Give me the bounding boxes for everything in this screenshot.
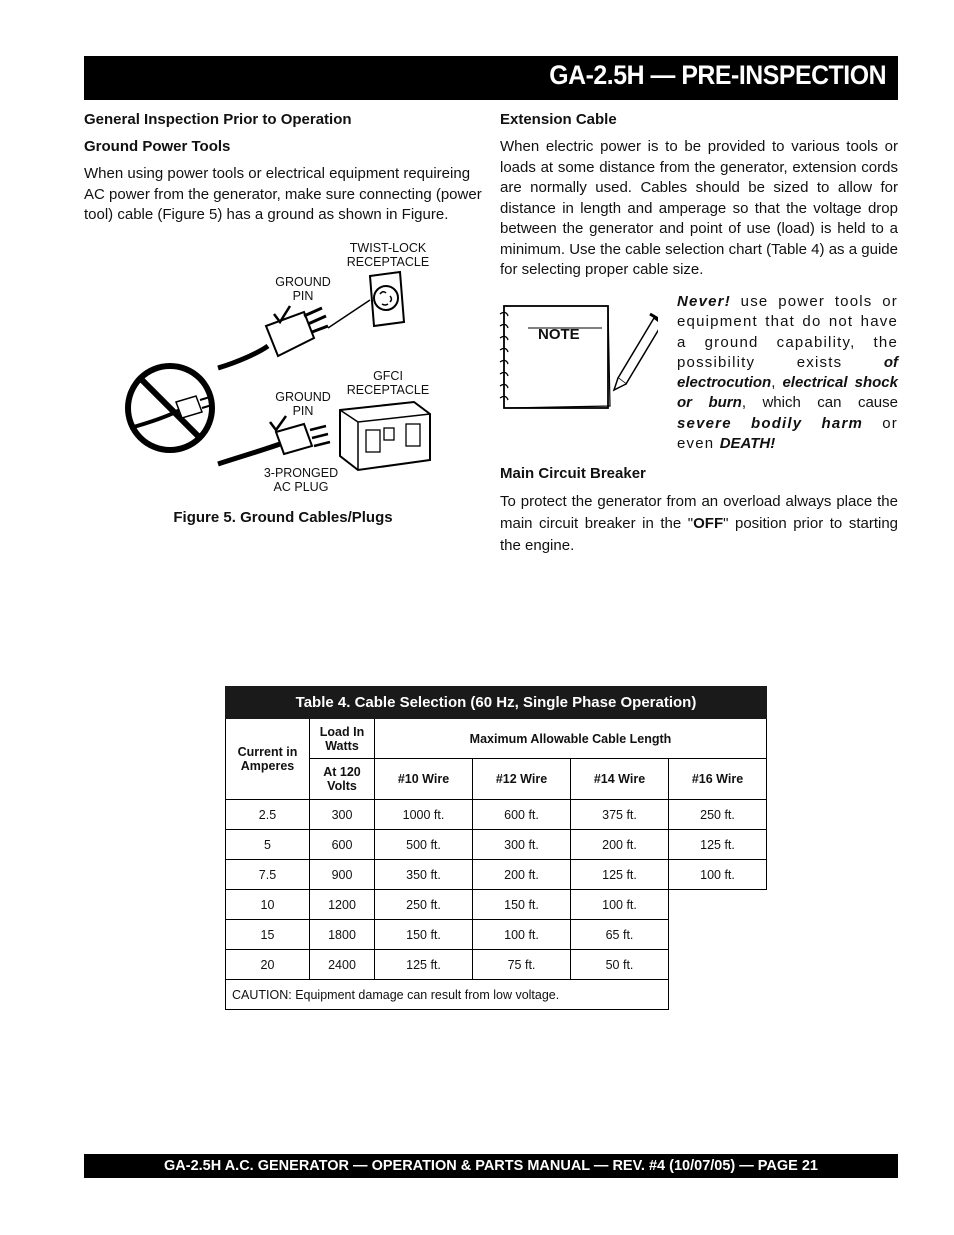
cell: 150 ft. (473, 890, 571, 920)
cell: 100 ft. (669, 860, 767, 890)
header-wire-14: #14 Wire (571, 759, 669, 800)
warning-shock: electrical shock or burn (677, 374, 898, 412)
cell: 150 ft. (375, 920, 473, 950)
table-caution: CAUTION: Equipment damage can result from low voltage. (226, 980, 669, 1010)
label-receptacle-1: RECEPTACLE (346, 255, 430, 269)
table-row (226, 830, 767, 860)
header-wire-10: #10 Wire (375, 759, 473, 800)
cell: 2.5 (226, 800, 310, 830)
breaker-paragraph (500, 491, 898, 557)
extension-cable-paragraph: When electric power is to be provided to various tools or loads at some distance from the generator, extension cords are normally used. Cables should be sized to allow for distance in length and amperage so that the voltage drop between the generator and point of use (load) is held to a minimum. Use the cable selection chart (Table 4) as a guide for selecting proper cable size. (500, 138, 898, 278)
cell: 20 (226, 950, 310, 980)
cell: 10 (226, 890, 310, 920)
ground-tools-paragraph: When using power tools or electrical equipment requireing AC power from the generator, make sure connecting (power tool) cable (Figure 5) has a ground as shown in Figure. (84, 165, 482, 223)
three-pronged-plug-icon (218, 416, 330, 464)
cell: 100 ft. (571, 890, 669, 920)
table-row (226, 860, 767, 890)
label-twist-lock: TWIST-LOCK (349, 241, 427, 255)
warning-death: DEATH! (719, 435, 776, 453)
cell: 65 ft. (571, 920, 669, 950)
warning-text (677, 292, 898, 454)
cell: 200 ft. (571, 830, 669, 860)
cell: 1200 (310, 890, 375, 920)
cell: 600 (310, 830, 375, 860)
table-row (226, 920, 767, 950)
cell: 5 (226, 830, 310, 860)
empty-cell (669, 920, 767, 950)
cell: 2400 (310, 950, 375, 980)
warning-harm: severe bodily harm (677, 414, 864, 432)
warning-part-2: use power tools or equipment that do not have a ground capability, the possibility exists (677, 293, 898, 371)
heading-main-circuit-breaker: Main Circuit Breaker (500, 465, 646, 482)
note-notebook-icon (498, 300, 658, 412)
table-row (226, 950, 767, 980)
cell: 15 (226, 920, 310, 950)
twist-lock-receptacle-icon (370, 272, 404, 326)
breaker-text-2: " position prior to starting the engine. (500, 515, 899, 554)
table-row (226, 800, 767, 830)
cell: 350 ft. (375, 860, 473, 890)
warning-electrocution: of electrocution (677, 353, 898, 392)
label-receptacle-2: RECEPTACLE (346, 383, 430, 397)
pencil-icon (614, 314, 658, 390)
heading-ground-power-tools: Ground Power Tools (84, 138, 231, 155)
label-3-pronged: 3-PRONGED (263, 466, 339, 480)
warning-never: Never! (677, 293, 731, 310)
cell: 125 ft. (571, 860, 669, 890)
page-title: GA-2.5H — PRE-INSPECTION (549, 60, 886, 90)
label-pin-a: PIN (292, 289, 314, 303)
warning-part-6: , which can cause (741, 394, 898, 412)
header-volts: At 120 Volts (310, 759, 375, 800)
empty-cell (669, 950, 767, 980)
label-ground-pin-a: GROUND (275, 275, 331, 289)
cell: 250 ft. (375, 890, 473, 920)
cell: 300 (310, 800, 375, 830)
cell: 200 ft. (473, 860, 571, 890)
header-wire-12: #12 Wire (473, 759, 571, 800)
cell: 50 ft. (571, 950, 669, 980)
label-gfci: GFCI (373, 369, 403, 383)
cell: 1000 ft. (375, 800, 473, 830)
cell: 300 ft. (473, 830, 571, 860)
page-footer: GA-2.5H A.C. GENERATOR — OPERATION & PARTS MANUAL — REV. #4 (10/07/05) — PAGE 21 (84, 1154, 898, 1178)
breaker-off: OFF (693, 515, 724, 532)
warning-part-8: or even (677, 414, 898, 453)
cell: 7.5 (226, 860, 310, 890)
breaker-text-1: To protect the generator from an overload always place the main circuit breaker in the " (500, 493, 898, 532)
figure-caption: Figure 5. Ground Cables/Plugs (173, 509, 393, 526)
cell: 600 ft. (473, 800, 571, 830)
cell: 75 ft. (473, 950, 571, 980)
cell: 1800 (310, 920, 375, 950)
cell: 125 ft. (669, 830, 767, 860)
empty-cell (669, 890, 767, 920)
empty-cell (669, 980, 767, 1010)
cell: 100 ft. (473, 920, 571, 950)
cell: 125 ft. (375, 950, 473, 980)
cable-selection-table (225, 686, 767, 1010)
gfci-receptacle-icon (340, 402, 430, 470)
note-label: NOTE (538, 326, 580, 343)
table-row (226, 890, 767, 920)
prohibited-plug-icon (128, 366, 212, 450)
cell: 900 (310, 860, 375, 890)
header-max-length: Maximum Allowable Cable Length (375, 719, 767, 759)
cell: 500 ft. (375, 830, 473, 860)
warning-part-4: , (771, 374, 783, 392)
cell: 250 ft. (669, 800, 767, 830)
header-current: Current in Amperes (226, 719, 310, 800)
label-ac-plug: AC PLUG (273, 480, 329, 494)
page-title-bar (84, 56, 898, 100)
heading-general-inspection: General Inspection Prior to Operation (84, 111, 352, 128)
table-caption: Table 4. Cable Selection (60 Hz, Single Phase Operation) (226, 687, 767, 719)
header-wire-16: #16 Wire (669, 759, 767, 800)
label-ground-pin-b: GROUND (275, 390, 331, 404)
label-pin-b: PIN (292, 404, 314, 418)
cell: 375 ft. (571, 800, 669, 830)
grounded-plug-icon (218, 300, 370, 368)
header-load: Load In Watts (310, 719, 375, 759)
heading-extension-cable: Extension Cable (500, 111, 617, 128)
ground-cables-figure (118, 238, 448, 500)
